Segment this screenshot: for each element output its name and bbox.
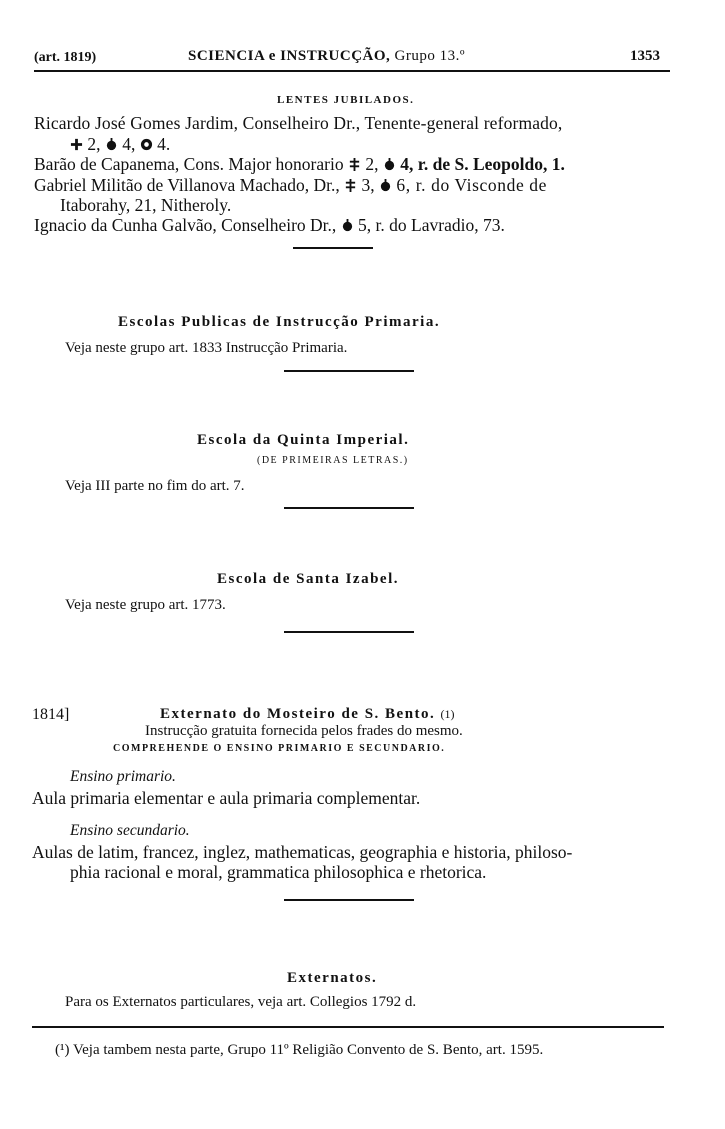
running-title-group: Grupo 13.º [394, 48, 466, 64]
escolas-publicas-text: Veja neste grupo art. 1833 Instrucção Primaria. [65, 340, 348, 356]
lentes-line-5: Itaborahy, 21, Nitheroly. [60, 195, 232, 215]
ensino-secundario-line-2: phia racional e moral, grammatica philosophica e rhetorica. [70, 862, 487, 882]
order-medal-icon [105, 138, 118, 151]
externato-bento-scope: COMPREHENDE O ENSINO PRIMARIO E SECUNDARIO. [113, 743, 446, 754]
order-medal-icon [341, 219, 354, 232]
ensino-secundario-line-1: Aulas de latim, francez, inglez, mathematicas, geographia e historia, philoso- [32, 842, 573, 862]
footnote-text: (¹) Veja tambem nesta parte, Grupo 11º Religião Convento de S. Bento, art. 1595. [55, 1042, 544, 1058]
section-divider [284, 899, 414, 901]
footnote-reference: (1) [440, 707, 455, 721]
ensino-primario-label: Ensino primario. [70, 768, 176, 785]
section-title-externatos: Externatos. [287, 970, 378, 986]
quinta-imperial-subtitle: (DE PRIMEIRAS LETRAS.) [257, 455, 409, 466]
section-title-santa-izabel: Escola de Santa Izabel. [217, 571, 400, 587]
lentes-line-3: Barão de Capanema, Cons. Major honorario 2, 4, r. de S. Leopoldo, 1. [34, 154, 565, 174]
lentes-line-2: 2, 4, 4. [70, 134, 170, 155]
section-title-quinta-imperial: Escola da Quinta Imperial. [197, 432, 410, 448]
quinta-imperial-text: Veja III parte no fim do art. 7. [65, 478, 245, 494]
lentes-line-6: Ignacio da Cunha Galvão, Conselheiro Dr., 5, r. do Lavradio, 73. [34, 215, 505, 235]
section-title-externato-bento: Externato do Mosteiro de S. Bento. (1) [160, 706, 455, 722]
externato-bento-subtitle: Instrucção gratuita fornecida pelos frades do mesmo. [145, 723, 463, 739]
order-rose-icon [140, 138, 153, 151]
article-number: 1814] [32, 706, 70, 723]
section-divider [284, 507, 414, 509]
order-medal-icon [379, 179, 392, 192]
lentes-line-1: Ricardo José Gomes Jardim, Conselheiro Dr., Tenente-general reformado, [34, 113, 563, 133]
order-medal-icon [383, 158, 396, 171]
running-title [188, 48, 465, 65]
header-rule [34, 70, 670, 72]
order-cross-icon [344, 179, 357, 192]
page-number: 1353 [630, 48, 660, 64]
order-cross-icon [70, 138, 83, 151]
footnote-rule [32, 1026, 664, 1028]
section-divider [293, 247, 373, 249]
lentes-line-4: Gabriel Militão de Villanova Machado, Dr., 3, 6, r. do Visconde de [34, 175, 548, 195]
order-cross-icon [348, 158, 361, 171]
section-title-escolas-publicas: Escolas Publicas de Instrucção Primaria. [118, 314, 441, 330]
externatos-text: Para os Externatos particulares, veja art. Collegios 1792 d. [65, 994, 417, 1010]
section-divider [284, 631, 414, 633]
ensino-primario-text: Aula primaria elementar e aula primaria complementar. [32, 788, 421, 808]
lentes-heading: LENTES JUBILADOS. [277, 94, 415, 106]
section-divider [284, 370, 414, 372]
ensino-secundario-label: Ensino secundario. [70, 822, 190, 839]
running-title-main: SCIENCIA e INSTRUCÇÃO, [188, 48, 391, 64]
santa-izabel-text: Veja neste grupo art. 1773. [65, 597, 226, 613]
article-range: (art. 1819) [34, 50, 97, 65]
